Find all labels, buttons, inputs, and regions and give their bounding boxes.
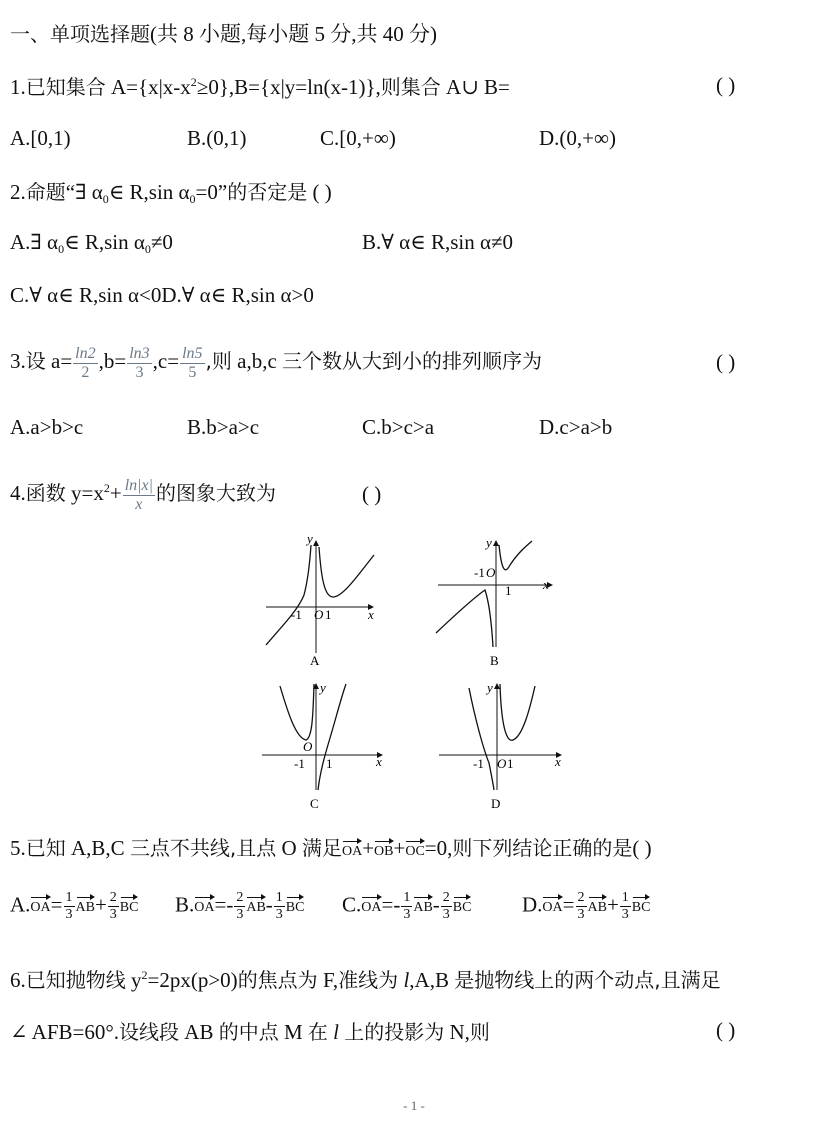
graph-d-neg1: -1 xyxy=(473,756,484,771)
q3-fraction-b-num: ln3 xyxy=(129,344,150,362)
q5-vec-ob: OB xyxy=(374,838,393,860)
q5-opt-d-bc: BC xyxy=(632,894,651,916)
q6-l2-text: 设线段 xyxy=(119,1020,180,1044)
q5-opt-d-plus: + xyxy=(606,892,619,917)
q5-opt-b-bc: BC xyxy=(286,894,305,916)
q5-opt-a-frac1-n: 1 xyxy=(65,890,73,905)
graph-d-one: 1 xyxy=(507,756,514,771)
q1-set-a: A={x|x-x xyxy=(105,75,191,99)
q2-sub2: 0 xyxy=(189,192,196,206)
q5-opt-c-frac1 xyxy=(401,890,412,923)
q2-option-a xyxy=(10,230,173,255)
q2-text2: 的否定是 xyxy=(227,180,308,204)
q3-number: 3. xyxy=(10,349,26,373)
q5-opt-d-frac1-n: 2 xyxy=(577,890,585,905)
q2-opt-a-sub2: 0 xyxy=(144,242,151,256)
graph-c-origin: O xyxy=(303,739,313,754)
q5-opt-d-oa: OA xyxy=(542,894,562,916)
q5-opt-b-oa: OA xyxy=(194,894,214,916)
q5-opt-a-frac1-d: 3 xyxy=(65,907,73,922)
graph-c-x-label: x xyxy=(376,754,382,769)
graph-b-curve-left xyxy=(436,590,493,647)
q6-l2-text2: 的中点 xyxy=(218,1020,279,1044)
q5-opt-c-frac1-d: 3 xyxy=(403,907,411,922)
section-title xyxy=(10,20,437,48)
q3-text2: ,则 xyxy=(205,349,232,373)
q5-opt-a-label: A. xyxy=(10,892,31,917)
q5-points: A,B,C xyxy=(65,836,130,860)
graph-d-curve-right xyxy=(500,684,535,740)
section-title-rest: (共 8 小题,每小题 5 分,共 40 分) xyxy=(150,22,437,46)
q6-f: F, xyxy=(317,968,339,992)
q5-opt-a-ab: AB xyxy=(76,894,95,916)
q2-opt-a-text2: ∈ R,sin α xyxy=(64,230,145,254)
q6-l2-n: N, xyxy=(444,1020,470,1044)
graph-b-origin: O xyxy=(486,565,496,580)
graph-b-label: B xyxy=(490,653,499,668)
q4-answer-paren: ( ) xyxy=(362,482,382,506)
q5-opt-b-frac2-d: 3 xyxy=(275,907,283,922)
graph-d xyxy=(435,678,565,813)
q1-option-d: D.(0,+∞) xyxy=(539,126,616,150)
graph-a-y-label: y xyxy=(307,535,313,546)
q6-ab: ,A,B xyxy=(409,968,455,992)
q5-text: 已知 xyxy=(25,836,66,860)
q5-opt-a-frac2-d: 3 xyxy=(109,907,117,922)
q3-fraction-c-den: 5 xyxy=(188,363,197,381)
q5-opt-a-oa: OA xyxy=(30,894,50,916)
q5-opt-c-frac2 xyxy=(441,890,452,923)
q1-text2: 则集合 xyxy=(380,75,441,99)
q5-opt-c-frac2-n: 2 xyxy=(442,890,450,905)
q1-answer-paren: ( ) xyxy=(716,73,736,97)
q5-opt-b-ab: AB xyxy=(246,894,265,916)
q5-opt-a-frac2 xyxy=(108,890,119,923)
q5-opt-d-label: D. xyxy=(522,892,543,917)
page-number: - 1 - xyxy=(403,1098,425,1113)
q3-fraction-a-den: 2 xyxy=(81,363,90,381)
q3-fraction-a-num: ln2 xyxy=(75,344,96,362)
graph-a-neg1: -1 xyxy=(291,607,302,622)
q2-opt-a-text: A.∃ α xyxy=(10,230,59,254)
question-4 xyxy=(10,467,276,519)
q5-opt-c-bc: BC xyxy=(453,894,472,916)
q2-number: 2. xyxy=(10,180,26,204)
q3-fraction-a xyxy=(73,345,97,382)
q4-fraction-num: ln|x| xyxy=(124,476,154,494)
q1-option-b: B.(0,1) xyxy=(187,126,247,150)
q2-opt-a-sub: 0 xyxy=(58,242,65,256)
q5-opt-c-frac1-n: 1 xyxy=(403,890,411,905)
q5-opt-c-label: C. xyxy=(342,892,362,917)
q5-opt-b-frac2-n: 1 xyxy=(275,890,283,905)
q6-l2-text5: 则 xyxy=(469,1020,490,1044)
graph-c-curve-right xyxy=(318,684,346,790)
q1-set-b: ≥0},B={x|y=ln(x-1)}, xyxy=(196,75,381,99)
q3-fraction-c xyxy=(180,345,204,382)
q6-l2-l: l xyxy=(327,1020,345,1044)
q3-fraction-b-den: 3 xyxy=(135,363,144,381)
graph-d-origin: O xyxy=(497,756,507,771)
question-6-line-2 xyxy=(10,1018,490,1046)
q5-opt-d-frac1 xyxy=(576,890,587,923)
graph-c-y-label: y xyxy=(320,680,326,695)
graph-a-curve-right xyxy=(319,547,374,597)
q6-angle: ∠ AFB=60°. xyxy=(10,1020,120,1044)
q5-opt-b-frac2 xyxy=(274,890,285,923)
q5-opt-a-plus: + xyxy=(94,892,107,917)
q5-vec-oa: OA xyxy=(342,838,362,860)
q6-answer-paren: ( ) xyxy=(716,1018,736,1042)
graph-c-one: 1 xyxy=(326,756,333,771)
graph-d-y-label: y xyxy=(487,680,493,695)
q2-answer-paren: ( ) xyxy=(307,180,332,204)
q3-option-a: A.a>b>c xyxy=(10,415,84,439)
graph-a-origin: O xyxy=(314,607,324,622)
q2-text: 命题 xyxy=(25,180,66,204)
q4-fraction xyxy=(123,477,155,514)
q5-opt-c-minus: - xyxy=(432,892,440,917)
q5-opt-d-ab: AB xyxy=(588,894,607,916)
q5-text2: 三点不共线,且点 xyxy=(129,836,277,860)
q5-opt-a-frac1 xyxy=(64,890,75,923)
q1-union: A∪ B= xyxy=(440,75,510,99)
q4-text: 函数 xyxy=(25,481,66,505)
q3-c-eq: ,c= xyxy=(152,349,180,373)
q2-option-b: B.∀ α∈ R,sin α≠0 xyxy=(362,230,514,254)
q5-opt-c-frac2-d: 3 xyxy=(442,907,450,922)
graph-a-curve-left xyxy=(266,545,311,645)
q3-b-eq: ,b= xyxy=(98,349,127,373)
q2-option-cd: C.∀ α∈ R,sin α<0D.∀ α∈ R,sin α>0 xyxy=(10,283,314,307)
graph-c-label: C xyxy=(310,796,319,811)
q5-opt-b-frac1-n: 2 xyxy=(236,890,244,905)
q5-eq-zero: =0, xyxy=(424,836,453,860)
q4-number: 4. xyxy=(10,481,26,505)
graph-c-neg1: -1 xyxy=(294,756,305,771)
q1-option-c: C.[0,+∞) xyxy=(320,126,396,150)
q1-text: 已知集合 xyxy=(25,75,106,99)
graph-b xyxy=(430,535,560,670)
q5-opt-b-frac1 xyxy=(234,890,245,923)
q6-y: y xyxy=(125,968,142,992)
section-title-cn: 一、单项选择题 xyxy=(10,22,150,46)
q6-l2-ab: AB xyxy=(179,1020,219,1044)
graph-b-y-label: y xyxy=(486,535,492,550)
q5-option-d xyxy=(522,890,650,923)
q6-text4: 是抛物线上的两个动点,且满足 xyxy=(454,968,721,992)
q5-option-b xyxy=(175,890,304,923)
q5-o: O xyxy=(276,836,302,860)
graph-b-curve-right xyxy=(499,541,532,570)
q6-text2: 的焦点为 xyxy=(237,968,318,992)
q5-opt-c-oa: OA xyxy=(361,894,381,916)
q5-opt-c-ab: AB xyxy=(413,894,432,916)
q6-l2-m: M xyxy=(278,1020,308,1044)
q2-prop: “∃ α xyxy=(65,180,103,204)
q6-l: l xyxy=(398,968,410,992)
q5-vec-oc: OC xyxy=(405,838,424,860)
q3-option-d: D.c>a>b xyxy=(539,415,613,439)
q5-opt-b-eq: =- xyxy=(214,892,234,917)
q3-answer-paren: ( ) xyxy=(716,350,736,374)
q5-text3: 满足 xyxy=(301,836,342,860)
q5-text4: 则下列结论正确的是 xyxy=(452,836,633,860)
q1-sup: 2 xyxy=(190,75,197,89)
q6-sup: 2 xyxy=(141,968,148,982)
q5-opt-d-frac1-d: 3 xyxy=(577,907,585,922)
q2-sub: 0 xyxy=(102,192,109,206)
q5-opt-a-frac2-n: 2 xyxy=(109,890,117,905)
q2-prop2: ∈ R,sin α xyxy=(108,180,190,204)
q1-option-a: A.[0,1) xyxy=(10,126,71,150)
graph-c xyxy=(258,678,388,813)
graph-a-one: 1 xyxy=(325,607,332,622)
q6-text3: 准线为 xyxy=(338,968,399,992)
q3-fraction-c-num: ln5 xyxy=(182,344,203,362)
graph-d-curve-left xyxy=(469,688,494,790)
q2-prop3: =0” xyxy=(195,180,228,204)
q3-abc: a,b,c xyxy=(231,349,283,373)
q5-opt-d-frac2-n: 1 xyxy=(621,890,629,905)
q5-answer-paren: ( ) xyxy=(632,836,652,860)
q5-plus2: + xyxy=(393,836,406,860)
q5-opt-b-label: B. xyxy=(175,892,195,917)
q5-plus1: + xyxy=(362,836,375,860)
q6-number: 6. xyxy=(10,968,26,992)
q3-text: 设 xyxy=(25,349,46,373)
q3-option-b: B.b>a>c xyxy=(187,415,260,439)
q5-opt-c-eq: =- xyxy=(381,892,401,917)
q5-opt-d-frac2-d: 3 xyxy=(621,907,629,922)
question-3 xyxy=(10,335,542,387)
graph-a-x-label: x xyxy=(368,607,374,622)
graph-d-label: D xyxy=(491,796,501,811)
graph-a-label: A xyxy=(310,653,320,668)
q5-opt-b-frac1-d: 3 xyxy=(236,907,244,922)
q5-opt-a-bc: BC xyxy=(120,894,139,916)
question-6 xyxy=(10,966,721,994)
graph-a xyxy=(258,535,383,670)
q3-fraction-b xyxy=(127,345,151,382)
q4-text2: 的图象大致为 xyxy=(156,481,277,505)
question-1 xyxy=(10,73,510,101)
q5-option-a xyxy=(10,890,138,923)
q5-opt-d-frac2 xyxy=(620,890,631,923)
graph-b-x-label: x xyxy=(543,577,549,592)
graph-b-one: 1 xyxy=(505,583,512,598)
q6-l2-text4: 上的投影为 xyxy=(344,1020,445,1044)
q4-fraction-den: x xyxy=(135,495,143,513)
q4-sup: 2 xyxy=(103,481,110,495)
q6-l2-text3: 在 xyxy=(307,1020,328,1044)
q4-plus: + xyxy=(109,481,122,505)
q1-number: 1. xyxy=(10,75,26,99)
graph-c-curve-left xyxy=(280,684,314,740)
graph-d-x-label: x xyxy=(555,754,561,769)
q6-text: 已知抛物线 xyxy=(25,968,126,992)
q5-opt-a-eq: = xyxy=(50,892,63,917)
q4-func: y=x xyxy=(65,481,104,505)
question-5 xyxy=(10,834,652,862)
q5-number: 5. xyxy=(10,836,26,860)
q2-opt-a-text3: ≠0 xyxy=(150,230,173,254)
q6-eq: =2px(p>0) xyxy=(147,968,238,992)
q3-a-eq: a= xyxy=(45,349,73,373)
graph-b-neg1: -1 xyxy=(474,565,485,580)
q3-text3: 三个数从大到小的排列顺序为 xyxy=(282,349,543,373)
q5-option-c xyxy=(342,890,471,923)
question-2 xyxy=(10,178,332,206)
q3-option-c: C.b>c>a xyxy=(362,415,435,439)
q5-opt-b-minus: - xyxy=(265,892,273,917)
q5-opt-d-eq: = xyxy=(562,892,575,917)
